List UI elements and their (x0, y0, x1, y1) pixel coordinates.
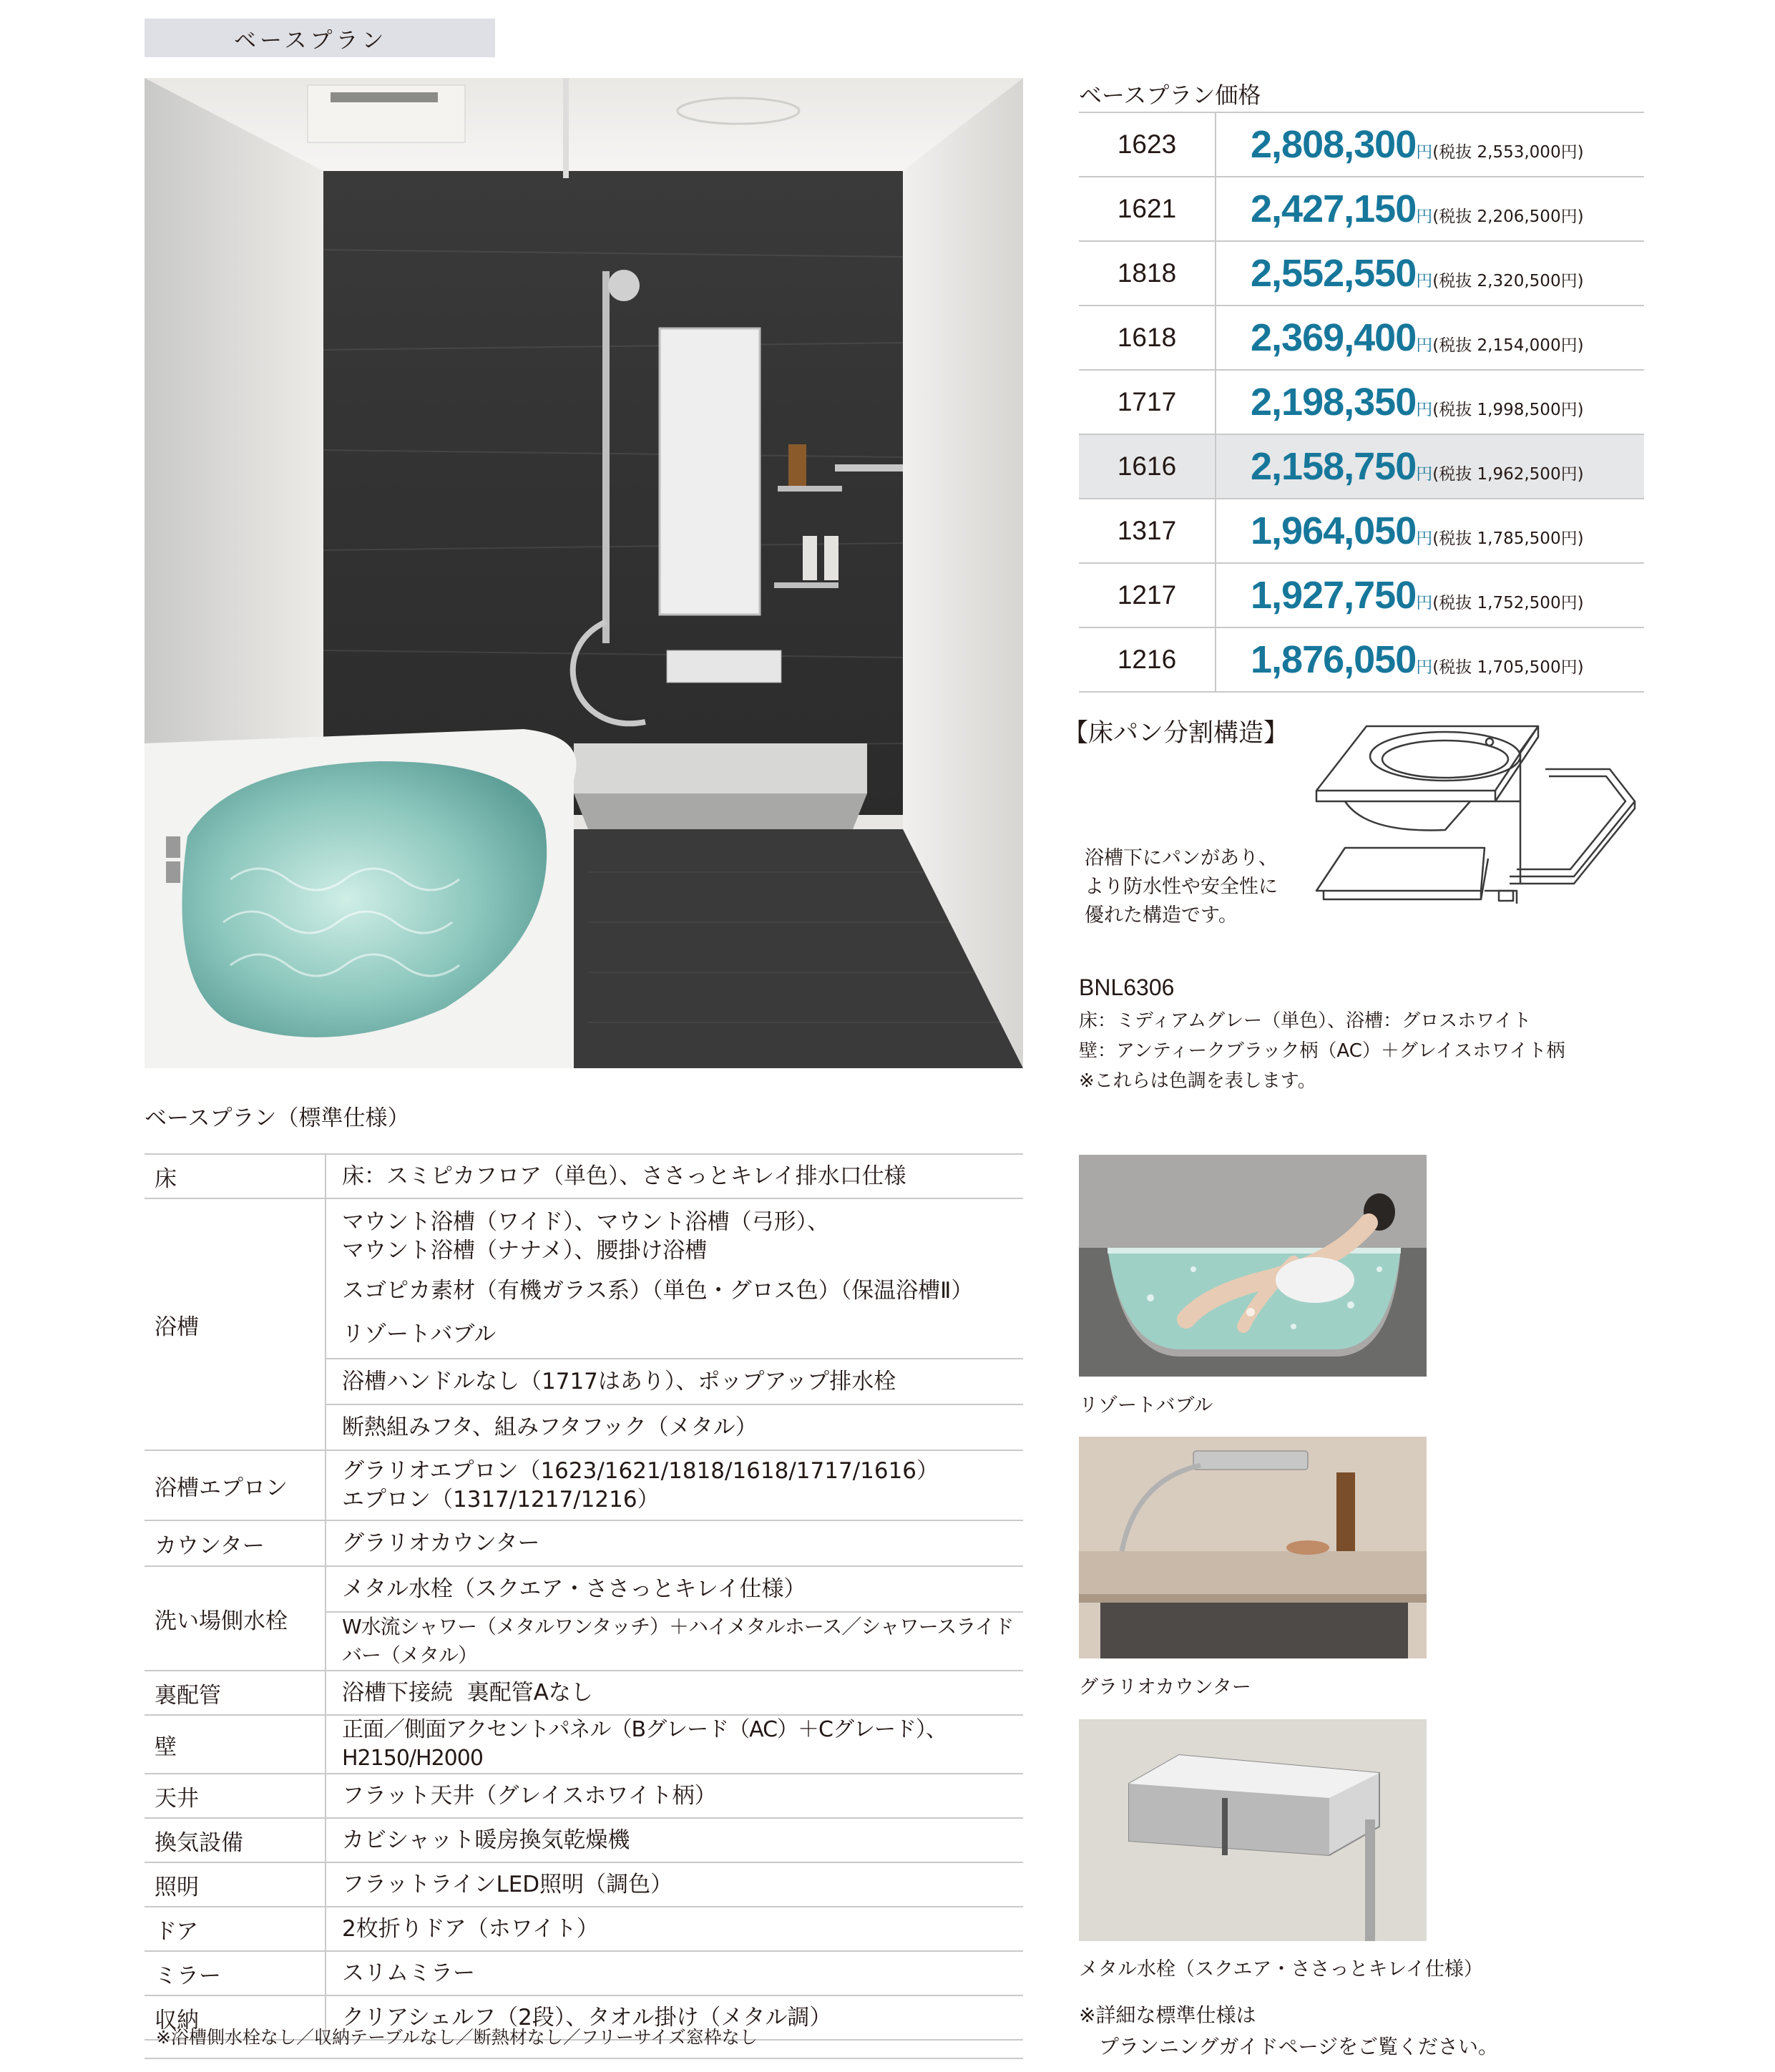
spec-category: 壁 (145, 1715, 326, 1774)
spec-category: 換気設備 (145, 1818, 326, 1862)
price-row (1079, 563, 1644, 627)
spec-value: 断熱組みフタ、組みフタフック（メタル） (326, 1404, 1023, 1450)
spec-category: 浴槽エプロン (145, 1450, 326, 1520)
spec-value-line: マウント浴槽（ナナメ）、腰掛け浴槽 (342, 1238, 708, 1264)
price-cell (1216, 241, 1644, 306)
spec-value (326, 1450, 1023, 1520)
spec-value: 浴槽ハンドルなし（1717はあり）、ポップアップ排水栓 (326, 1359, 1023, 1404)
tax-excluded-price: (税抜 1,998,500円) (1432, 401, 1584, 419)
spec-value: 床：スミピカフロア（単色）、ささっとキレイ排水口仕様 (326, 1154, 1023, 1198)
spec-row (145, 1907, 1023, 1951)
price-value: 2,158,750 (1251, 445, 1417, 488)
price-row (1079, 241, 1644, 306)
size-cell: 1317 (1079, 499, 1216, 563)
gralio-counter-caption: グラリオカウンター (1079, 1676, 1251, 1699)
price-cell (1216, 370, 1644, 434)
spec-row (145, 1715, 1023, 1774)
spec-category: 天井 (145, 1774, 326, 1818)
main-bathroom-photo (145, 78, 1023, 1068)
price-value: 2,808,300 (1251, 123, 1417, 166)
price-value: 2,427,150 (1251, 187, 1417, 230)
yen-label: 円 (1416, 594, 1433, 612)
size-cell: 1623 (1079, 112, 1216, 177)
size-cell: 1621 (1079, 177, 1216, 241)
metal-faucet-photo (1079, 1719, 1427, 1941)
spec-value: スゴピカ素材（有機ガラス系）（単色・グロス色）（保温浴槽Ⅱ） (342, 1278, 974, 1304)
spec-row (145, 1818, 1023, 1862)
floor-pan-diagram (1302, 712, 1638, 969)
size-cell: 1717 (1079, 370, 1216, 434)
metal-faucet-caption: メタル水栓（スクエア・ささっとキレイ仕様） (1079, 1958, 1483, 1980)
spec-footnote: ※浴槽側水栓なし／収納テーブルなし／断熱材なし／フリーサイズ窓枠なし (145, 2016, 1023, 2059)
yen-label: 円 (1416, 465, 1433, 484)
footnote-line: ※詳細な標準仕様は (1079, 2003, 1256, 2027)
resort-bubble-caption: リゾートバブル (1079, 1394, 1213, 1417)
price-row (1079, 112, 1644, 177)
yen-label: 円 (1416, 401, 1433, 419)
price-cell (1216, 112, 1644, 177)
spec-value: 浴槽下接続 裏配管Aなし (326, 1671, 1023, 1715)
price-cell (1216, 306, 1644, 370)
spec-category: 洗い場側水栓 (145, 1566, 326, 1671)
floor-pan-description (1085, 844, 1314, 930)
floor-pan-desc-line: 浴槽下にパンがあり、 (1085, 847, 1278, 869)
spec-value: カビシャット暖房換気乾燥機 (326, 1818, 1023, 1862)
yen-label: 円 (1416, 143, 1433, 162)
spec-row (145, 1566, 1023, 1612)
spec-value-line: エプロン（1317/1217/1216） (342, 1487, 660, 1513)
tax-excluded-price: (税抜 2,553,000円) (1432, 143, 1584, 162)
tax-excluded-price: (税抜 1,752,500円) (1432, 594, 1584, 612)
spec-row (145, 1951, 1023, 1995)
price-row-highlighted (1079, 434, 1644, 499)
spec-category: ドア (145, 1907, 326, 1951)
price-value: 2,198,350 (1251, 381, 1417, 424)
model-info-line: ※これらは色調を表します。 (1079, 1070, 1316, 1092)
spec-category: カウンター (145, 1520, 326, 1566)
price-value: 2,552,550 (1251, 252, 1417, 295)
yen-label: 円 (1416, 336, 1433, 355)
size-cell: 1818 (1079, 241, 1216, 306)
price-row (1079, 627, 1644, 692)
spec-value: フラットラインLED照明（調色） (326, 1862, 1023, 1907)
spec-value: 正面／側面アクセントパネル（Bグレード（AC）＋Cグレード）、H2150/H2000 (326, 1715, 1023, 1774)
spec-row (145, 1671, 1023, 1715)
yen-label: 円 (1416, 529, 1433, 548)
price-cell (1216, 177, 1644, 241)
floor-pan-heading: 【床パン分割構造】 (1063, 719, 1289, 748)
price-cell (1216, 434, 1644, 499)
floor-pan-desc-line: より防水性や安全性に (1085, 876, 1278, 898)
spec-value: グラリオカウンター (326, 1520, 1023, 1566)
spec-value: 2枚折りドア（ホワイト） (326, 1907, 1023, 1951)
price-value: 1,927,750 (1251, 574, 1417, 617)
spec-value: W水流シャワー（メタルワンタッチ）＋ハイメタルホース／シャワースライドバー（メタル） (326, 1612, 1023, 1671)
gralio-counter-photo (1079, 1437, 1427, 1658)
spec-value: フラット天井（グレイスホワイト柄） (326, 1774, 1023, 1818)
model-info-line: 床：ミディアムグレー（単色）、浴槽：グロスホワイト (1079, 1010, 1532, 1032)
tax-excluded-price: (税抜 1,785,500円) (1432, 529, 1584, 548)
spec-value: メタル水栓（スクエア・ささっとキレイ仕様） (326, 1566, 1023, 1612)
tax-excluded-price: (税抜 2,154,000円) (1432, 336, 1584, 355)
yen-label: 円 (1416, 272, 1433, 290)
spec-value-line: マウント浴槽（ワイド）、マウント浴槽（弓形）、 (342, 1209, 830, 1235)
price-value: 1,964,050 (1251, 509, 1417, 552)
spec-row (145, 1774, 1023, 1818)
page-title-tab: ベースプラン (145, 19, 495, 57)
spec-value: リゾートバブル (326, 1311, 1023, 1359)
price-value: 1,876,050 (1251, 638, 1417, 681)
size-cell: 1616 (1079, 434, 1216, 499)
detail-spec-footnote (1079, 2000, 1498, 2063)
size-cell: 1618 (1079, 306, 1216, 370)
yen-label: 円 (1416, 207, 1433, 226)
tax-excluded-price: (税抜 1,962,500円) (1432, 465, 1584, 484)
tax-excluded-price: (税抜 1,705,500円) (1432, 658, 1584, 677)
resort-bubble-photo (1079, 1155, 1427, 1377)
spec-category: 裏配管 (145, 1671, 326, 1715)
price-value: 2,369,400 (1251, 316, 1417, 359)
spec-heading: ベースプラン（標準仕様） (145, 1105, 410, 1131)
spec-row (145, 1520, 1023, 1566)
spec-row (145, 1154, 1023, 1198)
spec-row (145, 1450, 1023, 1520)
spec-category: 収納 (145, 1995, 326, 2040)
tax-excluded-price: (税抜 2,320,500円) (1432, 272, 1584, 290)
spec-row (145, 1198, 1023, 1271)
model-info-line: 壁：アンティークブラック柄（AC）＋グレイスホワイト柄 (1079, 1040, 1565, 1062)
spec-value-line: グラリオエプロン（1623/1621/1818/1618/1717/1616） (342, 1458, 939, 1484)
spec-category: 照明 (145, 1862, 326, 1907)
spec-category: 浴槽 (145, 1198, 326, 1450)
spec-value: クリアシェルフ（2段）、タオル掛け（メタル調） (326, 1995, 1023, 2040)
price-row (1079, 370, 1644, 434)
price-cell (1216, 563, 1644, 627)
floor-pan-desc-line: 優れた構造です。 (1085, 904, 1238, 927)
price-cell (1216, 627, 1644, 692)
model-code: BNL6306 (1079, 974, 1175, 1000)
tax-excluded-price: (税抜 2,206,500円) (1432, 207, 1584, 226)
spec-category: ミラー (145, 1951, 326, 1995)
spec-table (145, 1153, 1023, 2041)
size-cell: 1216 (1079, 627, 1216, 692)
price-row (1079, 177, 1644, 241)
price-cell (1216, 499, 1644, 563)
footnote-line: プランニングガイドページをご覧ください。 (1099, 2035, 1499, 2058)
model-color-info (1079, 1006, 1565, 1096)
price-row (1079, 306, 1644, 370)
price-table (1079, 112, 1644, 693)
spec-category: 床 (145, 1154, 326, 1198)
price-heading: ベースプラン価格 (1079, 82, 1261, 109)
spec-value (326, 1198, 1023, 1271)
price-row (1079, 499, 1644, 563)
spec-row (145, 1862, 1023, 1907)
spec-value: スリムミラー (326, 1951, 1023, 1995)
size-cell: 1217 (1079, 563, 1216, 627)
yen-label: 円 (1416, 658, 1433, 677)
